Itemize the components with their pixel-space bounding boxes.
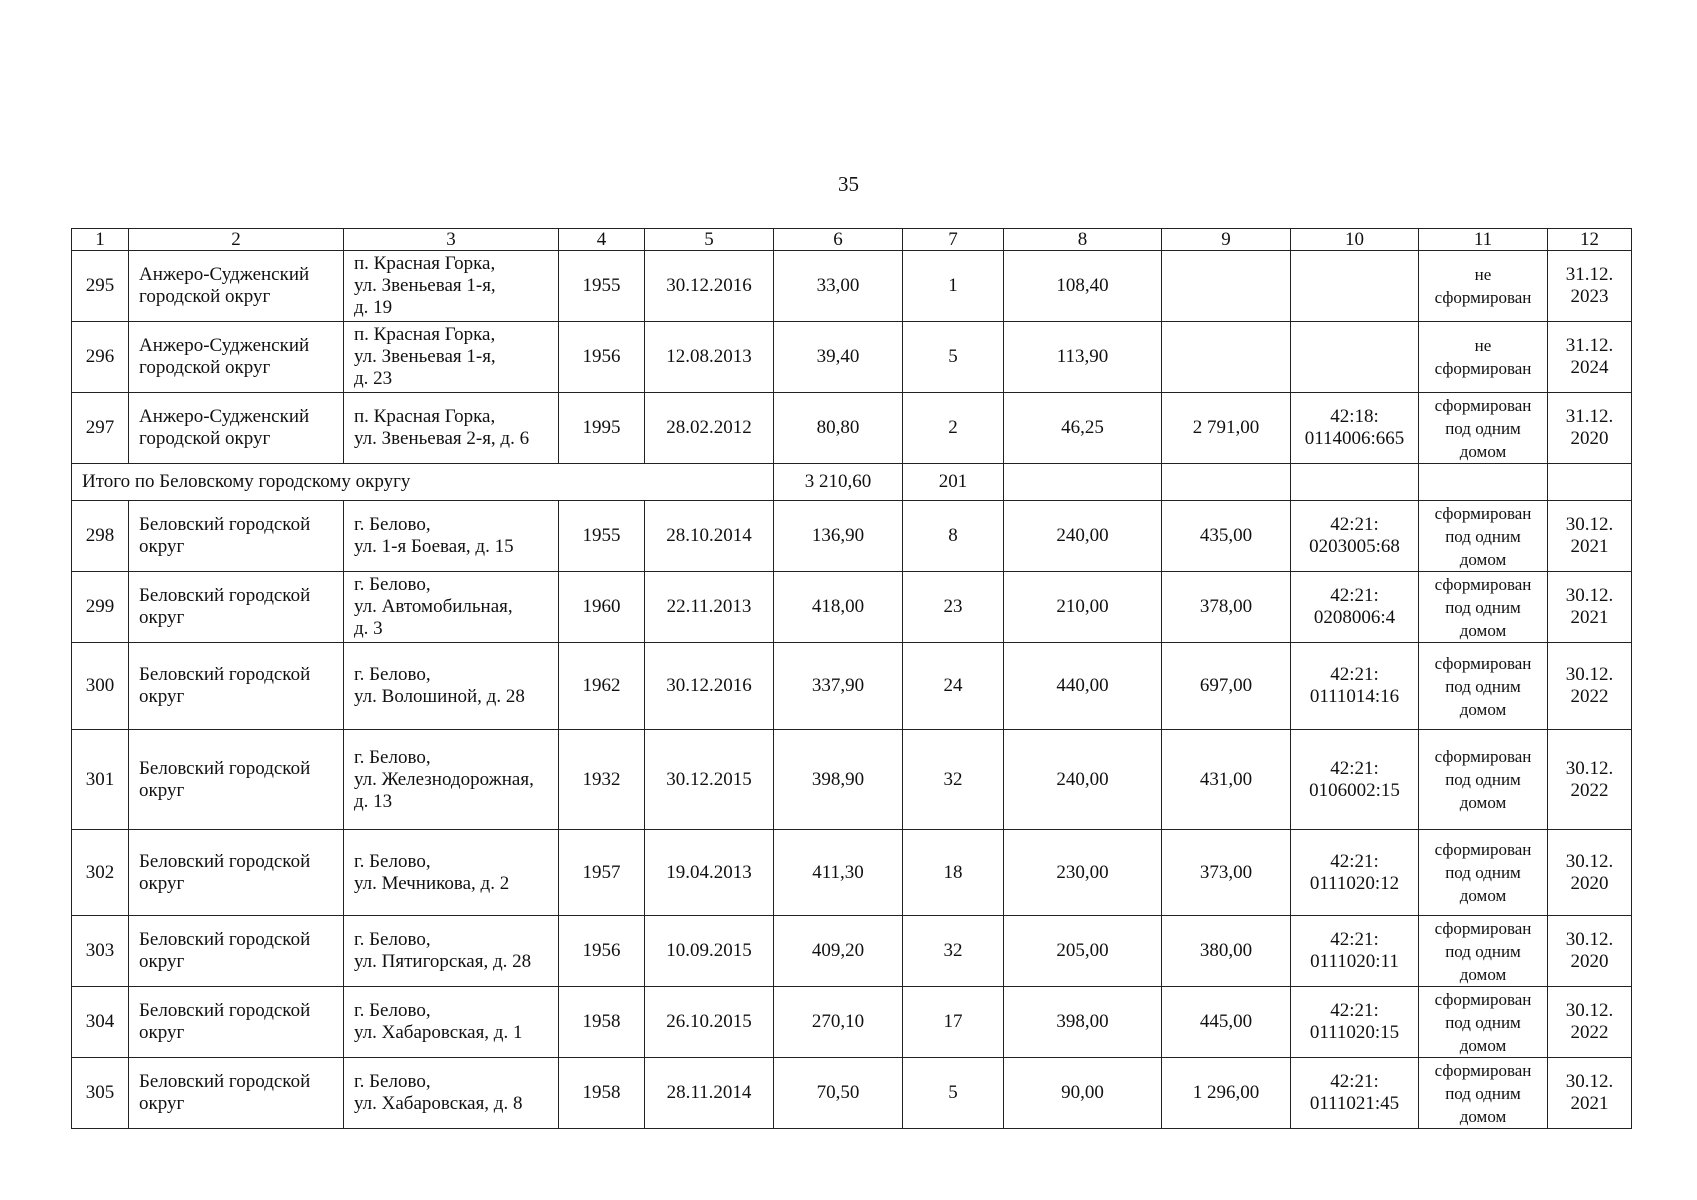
people-cell: 5 — [903, 1058, 1004, 1129]
table-row — [72, 251, 1632, 322]
total-label: Итого по Беловскому городскому округу — [72, 464, 774, 501]
term-cell: 31.12. 2024 — [1548, 322, 1632, 393]
address-cell: г. Белово, ул. Автомобильная, д. 3 — [344, 572, 559, 643]
cadastral-cell: 42:21: 0203005:68 — [1291, 501, 1419, 572]
row-number: 305 — [72, 1058, 129, 1129]
area-cell: 136,90 — [774, 501, 903, 572]
date-cell: 10.09.2015 — [645, 916, 774, 987]
table-body — [72, 229, 1632, 1129]
column-number: 8 — [1004, 229, 1162, 251]
people-cell: 32 — [903, 916, 1004, 987]
col9-cell — [1162, 322, 1291, 393]
okrug-cell: Анжеро-Судженский городской округ — [129, 251, 344, 322]
column-numbers-row — [72, 229, 1632, 251]
term-cell: 30.12. 2021 — [1548, 1058, 1632, 1129]
table-row — [72, 572, 1632, 643]
area-cell: 70,50 — [774, 1058, 903, 1129]
date-cell: 28.02.2012 — [645, 393, 774, 464]
area-cell: 418,00 — [774, 572, 903, 643]
col9-cell: 697,00 — [1162, 643, 1291, 730]
term-cell: 30.12. 2020 — [1548, 916, 1632, 987]
okrug-cell: Беловский городской округ — [129, 1058, 344, 1129]
col9-cell — [1162, 251, 1291, 322]
area-cell: 398,90 — [774, 730, 903, 830]
row-number: 302 — [72, 830, 129, 916]
address-cell: п. Красная Горка, ул. Звеньевая 2-я, д. 6 — [344, 393, 559, 464]
okrug-cell: Анжеро-Судженский городской округ — [129, 322, 344, 393]
col8-cell: 230,00 — [1004, 830, 1162, 916]
year-cell: 1957 — [559, 830, 645, 916]
address-cell: г. Белово, ул. 1-я Боевая, д. 15 — [344, 501, 559, 572]
date-cell: 19.04.2013 — [645, 830, 774, 916]
col9-cell: 445,00 — [1162, 987, 1291, 1058]
people-cell: 17 — [903, 987, 1004, 1058]
date-cell: 22.11.2013 — [645, 572, 774, 643]
row-number: 297 — [72, 393, 129, 464]
year-cell: 1958 — [559, 1058, 645, 1129]
column-number: 6 — [774, 229, 903, 251]
term-cell: 30.12. 2020 — [1548, 830, 1632, 916]
column-number: 11 — [1419, 229, 1548, 251]
row-number: 303 — [72, 916, 129, 987]
people-cell: 23 — [903, 572, 1004, 643]
cadastral-cell: 42:21: 0111020:15 — [1291, 987, 1419, 1058]
cadastral-cell: 42:21: 0111020:12 — [1291, 830, 1419, 916]
year-cell: 1958 — [559, 987, 645, 1058]
row-number: 295 — [72, 251, 129, 322]
column-number: 4 — [559, 229, 645, 251]
date-cell: 28.10.2014 — [645, 501, 774, 572]
status-cell: не сформирован — [1419, 251, 1548, 322]
col8-cell: 205,00 — [1004, 916, 1162, 987]
status-cell: сформирован под одним домом — [1419, 1058, 1548, 1129]
people-cell: 2 — [903, 393, 1004, 464]
area-cell: 270,10 — [774, 987, 903, 1058]
table-row — [72, 322, 1632, 393]
okrug-cell: Беловский городской округ — [129, 501, 344, 572]
people-cell: 32 — [903, 730, 1004, 830]
col8-cell: 113,90 — [1004, 322, 1162, 393]
col8-cell: 108,40 — [1004, 251, 1162, 322]
table-row — [72, 1058, 1632, 1129]
status-cell: сформирован под одним домом — [1419, 572, 1548, 643]
term-cell: 30.12. 2022 — [1548, 987, 1632, 1058]
table-row — [72, 730, 1632, 830]
okrug-cell: Беловский городской округ — [129, 643, 344, 730]
col8-cell: 90,00 — [1004, 1058, 1162, 1129]
table-row — [72, 501, 1632, 572]
column-number: 10 — [1291, 229, 1419, 251]
area-cell: 411,30 — [774, 830, 903, 916]
year-cell: 1955 — [559, 501, 645, 572]
okrug-cell: Беловский городской округ — [129, 987, 344, 1058]
cadastral-cell: 42:21: 0111020:11 — [1291, 916, 1419, 987]
status-cell: не сформирован — [1419, 322, 1548, 393]
col9-cell: 1 296,00 — [1162, 1058, 1291, 1129]
table-row — [72, 916, 1632, 987]
address-cell: г. Белово, ул. Железнодорожная, д. 13 — [344, 730, 559, 830]
okrug-cell: Беловский городской округ — [129, 916, 344, 987]
people-cell: 1 — [903, 251, 1004, 322]
cadastral-cell — [1291, 251, 1419, 322]
date-cell: 30.12.2016 — [645, 251, 774, 322]
status-cell: сформирован под одним домом — [1419, 393, 1548, 464]
address-cell: г. Белово, ул. Хабаровская, д. 1 — [344, 987, 559, 1058]
table-row — [72, 643, 1632, 730]
year-cell: 1956 — [559, 322, 645, 393]
address-cell: г. Белово, ул. Волошиной, д. 28 — [344, 643, 559, 730]
address-cell: г. Белово, ул. Мечникова, д. 2 — [344, 830, 559, 916]
term-cell: 31.12. 2023 — [1548, 251, 1632, 322]
row-number: 304 — [72, 987, 129, 1058]
area-cell: 80,80 — [774, 393, 903, 464]
col9-cell: 2 791,00 — [1162, 393, 1291, 464]
okrug-cell: Беловский городской округ — [129, 572, 344, 643]
cadastral-cell: 42:18: 0114006:665 — [1291, 393, 1419, 464]
status-cell: сформирован под одним домом — [1419, 987, 1548, 1058]
year-cell: 1956 — [559, 916, 645, 987]
table-row — [72, 393, 1632, 464]
address-cell: п. Красная Горка, ул. Звеньевая 1-я, д. 19 — [344, 251, 559, 322]
year-cell: 1932 — [559, 730, 645, 830]
people-cell: 8 — [903, 501, 1004, 572]
okrug-cell: Анжеро-Судженский городской округ — [129, 393, 344, 464]
column-number: 2 — [129, 229, 344, 251]
cadastral-cell: 42:21: 0106002:15 — [1291, 730, 1419, 830]
cadastral-cell: 42:21: 0208006:4 — [1291, 572, 1419, 643]
date-cell: 30.12.2016 — [645, 643, 774, 730]
col8-cell: 440,00 — [1004, 643, 1162, 730]
col9-cell: 435,00 — [1162, 501, 1291, 572]
total-people: 201 — [903, 464, 1004, 501]
area-cell: 33,00 — [774, 251, 903, 322]
col8-cell: 46,25 — [1004, 393, 1162, 464]
year-cell: 1995 — [559, 393, 645, 464]
status-cell: сформирован под одним домом — [1419, 830, 1548, 916]
address-cell: г. Белово, ул. Пятигорская, д. 28 — [344, 916, 559, 987]
col8-cell: 210,00 — [1004, 572, 1162, 643]
row-number: 296 — [72, 322, 129, 393]
col9-cell: 373,00 — [1162, 830, 1291, 916]
area-cell: 39,40 — [774, 322, 903, 393]
term-cell: 31.12. 2020 — [1548, 393, 1632, 464]
row-number: 300 — [72, 643, 129, 730]
column-number: 9 — [1162, 229, 1291, 251]
col8-cell: 398,00 — [1004, 987, 1162, 1058]
col9-cell: 380,00 — [1162, 916, 1291, 987]
cadastral-cell — [1291, 322, 1419, 393]
column-number: 7 — [903, 229, 1004, 251]
year-cell: 1962 — [559, 643, 645, 730]
total-area: 3 210,60 — [774, 464, 903, 501]
okrug-cell: Беловский городской округ — [129, 830, 344, 916]
total-row — [72, 464, 1632, 501]
okrug-cell: Беловский городской округ — [129, 730, 344, 830]
status-cell: сформирован под одним домом — [1419, 501, 1548, 572]
people-cell: 24 — [903, 643, 1004, 730]
address-cell: г. Белово, ул. Хабаровская, д. 8 — [344, 1058, 559, 1129]
status-cell: сформирован под одним домом — [1419, 916, 1548, 987]
term-cell: 30.12. 2021 — [1548, 501, 1632, 572]
cadastral-cell: 42:21: 0111014:16 — [1291, 643, 1419, 730]
area-cell: 337,90 — [774, 643, 903, 730]
page-number: 35 — [838, 172, 859, 196]
col9-cell: 378,00 — [1162, 572, 1291, 643]
column-number: 1 — [72, 229, 129, 251]
date-cell: 28.11.2014 — [645, 1058, 774, 1129]
year-cell: 1955 — [559, 251, 645, 322]
column-number: 12 — [1548, 229, 1632, 251]
people-cell: 18 — [903, 830, 1004, 916]
col8-cell: 240,00 — [1004, 730, 1162, 830]
column-number: 3 — [344, 229, 559, 251]
term-cell: 30.12. 2022 — [1548, 730, 1632, 830]
date-cell: 12.08.2013 — [645, 322, 774, 393]
status-cell: сформирован под одним домом — [1419, 730, 1548, 830]
col8-cell: 240,00 — [1004, 501, 1162, 572]
people-cell: 5 — [903, 322, 1004, 393]
table-row — [72, 987, 1632, 1058]
table-row — [72, 830, 1632, 916]
row-number: 299 — [72, 572, 129, 643]
column-number: 5 — [645, 229, 774, 251]
year-cell: 1960 — [559, 572, 645, 643]
date-cell: 26.10.2015 — [645, 987, 774, 1058]
status-cell: сформирован под одним домом — [1419, 643, 1548, 730]
row-number: 301 — [72, 730, 129, 830]
date-cell: 30.12.2015 — [645, 730, 774, 830]
area-cell: 409,20 — [774, 916, 903, 987]
term-cell: 30.12. 2021 — [1548, 572, 1632, 643]
address-cell: п. Красная Горка, ул. Звеньевая 1-я, д. 23 — [344, 322, 559, 393]
housing-table — [71, 228, 1632, 1129]
row-number: 298 — [72, 501, 129, 572]
term-cell: 30.12. 2022 — [1548, 643, 1632, 730]
col9-cell: 431,00 — [1162, 730, 1291, 830]
cadastral-cell: 42:21: 0111021:45 — [1291, 1058, 1419, 1129]
